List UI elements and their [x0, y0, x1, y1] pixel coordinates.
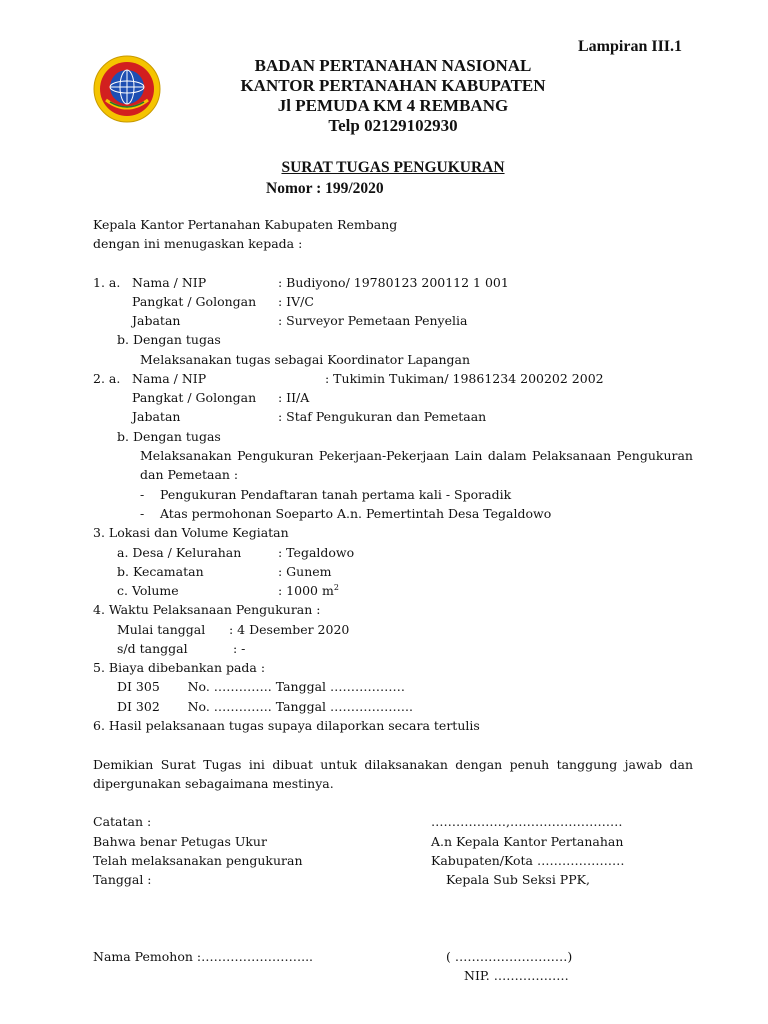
volume-unit-exponent: 2	[333, 583, 339, 592]
volume-value	[278, 583, 339, 598]
person2-tugas-line-2: dan Pemetaan :	[140, 467, 239, 482]
person1-nama-value: : Budiyono/ 19780123 200112 1 001	[278, 275, 509, 290]
document-title: SURAT TUGAS PENGUKURAN	[281, 159, 505, 176]
person2-nama-label: Nama / NIP	[132, 371, 207, 386]
lampiran-label: Lampiran III.1	[578, 38, 683, 55]
sd-label: s/d tanggal	[117, 641, 188, 656]
person2-nama-value: : Tukimin Tukiman/ 19861234 200202 2002	[325, 371, 604, 386]
kepala-sub-seksi-line: Kepala Sub Seksi PPK,	[446, 872, 590, 887]
bahwa-line: Bahwa benar Petugas Ukur	[93, 834, 267, 849]
catatan-label: Catatan :	[93, 814, 152, 829]
person1-jabatan-value: : Surveyor Pemetaan Penyelia	[278, 313, 468, 328]
person1-tugas-label: b. Dengan tugas	[117, 332, 221, 347]
hasil-line: 6. Hasil pelaksanaan tugas supaya dilaporkan secara tertulis	[93, 718, 480, 733]
opening-line-1: Kepala Kantor Pertanahan Kabupaten Rembang	[93, 217, 398, 232]
waktu-heading: 4. Waktu Pelaksanaan Pengukuran :	[93, 602, 321, 617]
closing-line-1: Demikian Surat Tugas ini dibuat untuk dilaksanakan dengan penuh tanggung jawab dan	[93, 757, 693, 772]
kecamatan-value: : Gunem	[278, 564, 332, 579]
lokasi-heading: 3. Lokasi dan Volume Kegiatan	[93, 525, 289, 540]
kabupaten-line: Kabupaten/Kota …………………	[431, 853, 625, 868]
biaya-row-2: DI 302 No. ………….. Tanggal ………………..	[117, 699, 413, 714]
person2-tugas-label: b. Dengan tugas	[117, 429, 221, 444]
person2-pangkat-value: : II/A	[278, 390, 310, 405]
agency-name: BADAN PERTANAHAN NASIONAL	[254, 56, 532, 75]
office-phone: Telp 02129102930	[328, 116, 458, 135]
person1-pangkat-value: : IV/C	[278, 294, 314, 309]
person1-jabatan-label: Jabatan	[132, 313, 181, 328]
sd-value: : -	[233, 641, 246, 656]
kecamatan-label: b. Kecamatan	[117, 564, 204, 579]
desa-label: a. Desa / Kelurahan	[117, 545, 242, 560]
biaya-heading: 5. Biaya dibebankan pada :	[93, 660, 266, 675]
bullet-dash: -	[140, 506, 145, 521]
an-kepala-line: A.n Kepala Kantor Pertanahan	[431, 834, 624, 849]
desa-value: : Tegaldowo	[278, 545, 355, 560]
person2-jabatan-label: Jabatan	[132, 409, 181, 424]
person2-bullet-2: Atas permohonan Soeparto A.n. Pemertintah Desa Tegaldowo	[160, 506, 552, 521]
office-name: KANTOR PERTANAHAN KABUPATEN	[240, 76, 546, 95]
closing-line-2: dipergunakan sebagaimana mestinya.	[93, 776, 334, 791]
office-address: Jl PEMUDA KM 4 REMBANG	[277, 96, 509, 115]
signatory-name-line: ( ………………………)	[446, 949, 573, 964]
person2-pangkat-label: Pangkat / Golongan	[132, 390, 257, 405]
biaya-row-1: DI 305 No. ………….. Tanggal ………………	[117, 679, 406, 694]
bpn-logo-icon	[92, 54, 162, 124]
volume-label: c. Volume	[117, 583, 179, 598]
signatory-nip-line: NIP. ………………	[464, 968, 569, 983]
person2-tugas-line-1: Melaksanakan Pengukuran Pekerjaan-Pekerjaan Lain dalam Pelaksanaan Pengukuran	[140, 448, 693, 463]
tanggal-line: Tanggal :	[93, 872, 152, 887]
telah-line: Telah melaksanakan pengukuran	[93, 853, 303, 868]
person1-number: 1. a.	[93, 275, 121, 290]
document-number: Nomor : 199/2020	[266, 180, 384, 197]
person2-bullet-1: Pengukuran Pendaftaran tanah pertama kali - Sporadik	[160, 487, 512, 502]
mulai-label: Mulai tanggal	[117, 622, 206, 637]
volume-text: : 1000 m	[278, 583, 334, 599]
opening-line-2: dengan ini menugaskan kepada :	[93, 236, 303, 251]
bullet-dash: -	[140, 487, 145, 502]
person1-tugas-value: Melaksanakan tugas sebagai Koordinator Lapangan	[140, 352, 471, 367]
person1-pangkat-label: Pangkat / Golongan	[132, 294, 257, 309]
person2-number: 2. a.	[93, 371, 121, 386]
mulai-value: : 4 Desember 2020	[229, 622, 350, 637]
person1-nama-label: Nama / NIP	[132, 275, 207, 290]
place-date-line: ………………,………………………	[431, 814, 623, 829]
person2-jabatan-value: : Staf Pengukuran dan Pemetaan	[278, 409, 487, 424]
nama-pemohon-line: Nama Pemohon :……………………...	[93, 949, 314, 964]
